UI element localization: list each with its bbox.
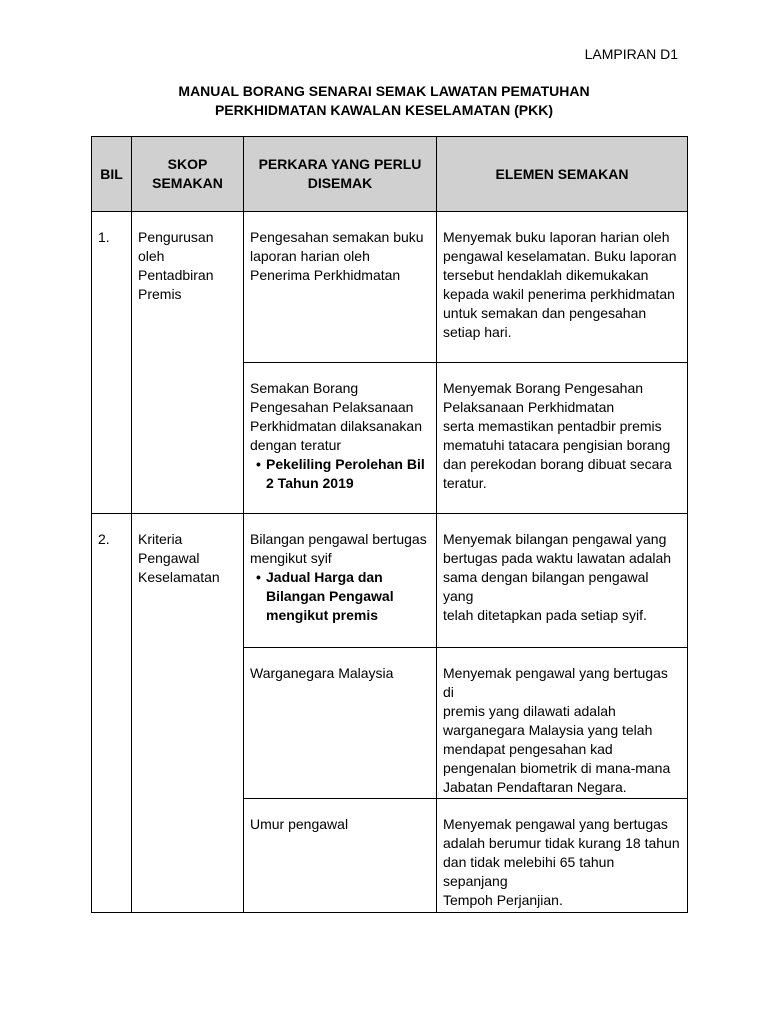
title-line-2: PERKHIDMATAN KAWALAN KESELAMATAN (PKK) bbox=[214, 102, 554, 118]
elemen-cell: Menyemak Borang Pengesahan Pelaksanaan Perkhidmatan serta memastikan pentadbir premis mematuhi tatacara pengisian borang dan perekodan borang dibuat secara teratur. bbox=[437, 363, 688, 514]
perkara-cell: Semakan Borang Pengesahan Pelaksanaan Perkhidmatan dilaksanakan dengan teratur • Pekeliling Perolehan Bil 2 Tahun 2019 bbox=[244, 363, 437, 514]
bil-cell: 2. bbox=[92, 514, 132, 913]
skop-cell: Pengurusan oleh Pentadbiran Premis bbox=[132, 212, 244, 514]
elemen-cell: Menyemak buku laporan harian oleh pengawal keselamatan. Buku laporan tersebut hendaklah dikemukakan kepada wakil penerima perkhidmatan untuk semakan dan pengesahan setiap hari. bbox=[437, 212, 688, 363]
elemen-cell: Menyemak pengawal yang bertugas adalah berumur tidak kurang 18 tahun dan tidak melebihi 65 tahun sepanjang Tempoh Perjanjian. bbox=[437, 799, 688, 913]
header-skop: SKOP SEMAKAN bbox=[132, 137, 244, 212]
skop-cell: Kriteria Pengawal Keselamatan bbox=[132, 514, 244, 913]
table-row bbox=[92, 514, 688, 648]
header-row bbox=[92, 137, 688, 212]
header-perkara: PERKARA YANG PERLU DISEMAK bbox=[244, 137, 437, 212]
bil-cell: 1. bbox=[92, 212, 132, 514]
lampiran-label: LAMPIRAN D1 bbox=[584, 46, 678, 62]
bullet-icon: • bbox=[256, 569, 261, 585]
bullet-item: • Pekeliling Perolehan Bil 2 Tahun 2019 bbox=[256, 456, 425, 491]
table-row bbox=[92, 212, 688, 363]
perkara-cell: Pengesahan semakan buku laporan harian oleh Penerima Perkhidmatan bbox=[244, 212, 437, 363]
document-title bbox=[0, 82, 768, 120]
title-line-1: MANUAL BORANG SENARAI SEMAK LAWATAN PEMATUHAN bbox=[178, 83, 590, 99]
checklist-table bbox=[91, 136, 688, 913]
bullet-icon: • bbox=[256, 456, 261, 472]
perkara-cell: Umur pengawal bbox=[244, 799, 437, 913]
header-elemen: ELEMEN SEMAKAN bbox=[437, 137, 688, 212]
bullet-item: • Jadual Harga dan Bilangan Pengawal mengikut premis bbox=[256, 569, 394, 623]
perkara-cell: Warganegara Malaysia bbox=[244, 648, 437, 799]
elemen-cell: Menyemak bilangan pengawal yang bertugas pada waktu lawatan adalah sama dengan bilangan pengawal yang telah ditetapkan pada setiap syif. bbox=[437, 514, 688, 648]
elemen-cell: Menyemak pengawal yang bertugas di premis yang dilawati adalah warganegara Malaysia yang telah mendapat pengesahan kad pengenalan biometrik di mana-mana Jabatan Pendaftaran Negara. bbox=[437, 648, 688, 799]
header-bil: BIL bbox=[92, 137, 132, 212]
perkara-cell: Bilangan pengawal bertugas mengikut syif • Jadual Harga dan Bilangan Pengawal mengikut premis bbox=[244, 514, 437, 648]
